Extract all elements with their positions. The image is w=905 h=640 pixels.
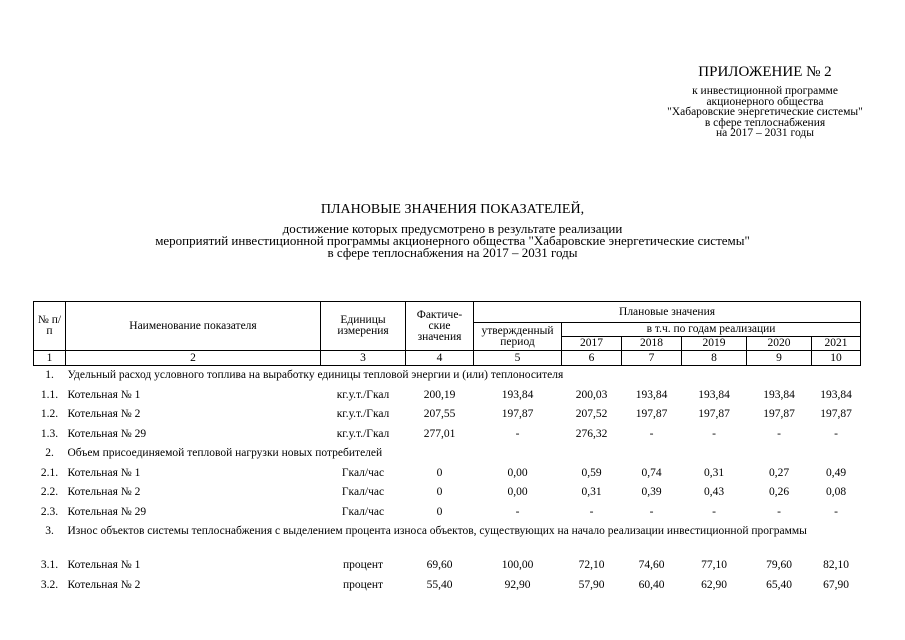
year-value-cell: - [712,427,716,440]
year-value-cell: 0,08 [825,486,847,499]
year-value-cell: - [712,505,716,518]
column-number: 10 [812,351,861,366]
table-row [34,556,861,576]
column-number: 2 [66,351,321,366]
header-name: Наименование показателя [66,302,321,351]
year-value-cell: 193,84 [698,388,730,401]
unit-cell: Гкал/час [341,505,385,518]
year-value-cell: - [777,427,781,440]
column-number: 3 [321,351,406,366]
year-value-cell: 60,40 [638,578,665,591]
year-value-cell: 62,90 [701,578,727,591]
year-value-cell: 65,40 [766,578,792,591]
year-value-cell: 193,84 [820,388,852,401]
year-value-cell: 193,84 [635,388,668,401]
document-subtitle-line: мероприятий инвестиционной программы акционерного общества "Хабаровские энергетические системы" [155,233,750,248]
unit-cell: кг.у.т./Гкал [336,408,390,421]
annex-line: к инвестиционной программе [692,85,838,97]
header-year: 2019 [682,337,747,351]
document-subtitle-line: достижение которых предусмотрено в результате реализации [282,221,623,236]
year-value-cell: - [649,505,654,518]
section-title: Объем присоединяемой тепловой нагрузки новых потребителей [67,447,383,460]
approved-period-cell: 100,00 [501,559,534,572]
row-number: 2.2. [40,486,59,499]
unit-cell: кг.у.т./Гкал [336,388,390,401]
year-value-cell: 200,03 [575,388,608,401]
section-row [34,522,861,556]
indicator-name: Котельная № 1 [67,388,141,401]
section-row [34,444,861,464]
indicator-name: Котельная № 2 [67,408,141,421]
column-number: 9 [747,351,812,366]
header-approved-period: утвержденный период [474,323,562,351]
year-value-cell: 57,90 [578,578,605,591]
year-value-cell: - [589,505,594,518]
indicator-name: Котельная № 1 [67,559,141,572]
year-value-cell: 79,60 [766,559,792,572]
column-number: 5 [474,351,562,366]
approved-period-cell: 0,00 [507,486,528,499]
column-number: 1 [34,351,66,366]
header-planned: Плановые значения [474,302,861,323]
year-value-cell: 0,74 [641,466,662,479]
annex-line: акционерного общества [706,95,824,108]
approved-period-cell: - [515,427,520,440]
table-row [34,503,861,523]
column-number: 7 [622,351,682,366]
approved-period-cell: 193,84 [501,388,534,401]
header-actual: Фактиче-ские значения [406,302,474,351]
indicator-name: Котельная № 2 [67,486,141,499]
year-value-cell: 67,90 [823,578,849,591]
header-num: № п/п [34,302,66,351]
document-heading [0,202,905,259]
unit-cell: процент [342,578,384,591]
year-value-cell: 74,60 [638,559,665,572]
section-row [34,366,861,386]
actual-value-cell: 0 [436,466,443,479]
year-value-cell: 0,31 [703,466,725,479]
year-value-cell: 276,32 [575,427,608,440]
approved-period-cell: 197,87 [501,408,534,421]
indicators-table [33,301,861,595]
unit-cell: кг.у.т./Гкал [336,427,390,440]
annex-line: "Хабаровские энергетические системы" [667,106,863,118]
year-value-cell: - [777,505,781,518]
year-value-cell: 0,39 [641,486,662,499]
year-value-cell: 0,59 [581,466,602,479]
header-by-years: в т.ч. по годам реализации [562,323,861,337]
table-row [34,576,861,596]
year-value-cell: 197,87 [635,408,668,421]
year-value-cell: 197,87 [820,408,852,421]
table-row [34,405,861,425]
actual-value-cell: 0 [436,486,443,499]
section-number: 2. [45,447,54,460]
actual-value-cell: 207,55 [423,408,456,421]
section-number: 3. [45,525,54,537]
year-value-cell: 77,10 [701,559,727,572]
table-row [34,386,861,406]
section-title: Удельный расход условного топлива на выработку единицы тепловой энергии и (или) теплоносителя [67,369,564,382]
actual-value-cell: 69,60 [426,559,453,572]
annex-block [604,64,905,139]
section-number: 1. [45,369,54,382]
year-value-cell: 0,43 [703,486,725,499]
header-year: 2021 [812,337,861,351]
row-number: 1.1. [40,388,59,401]
column-number: 6 [562,351,622,366]
annex-line: на 2017 – 2031 годы [716,127,814,139]
row-number: 2.1. [40,466,59,479]
row-number: 1.3. [40,427,59,440]
approved-period-cell: - [515,505,520,518]
indicator-name: Котельная № 29 [67,427,147,440]
row-number: 1.2. [40,408,59,421]
unit-cell: процент [342,559,384,572]
unit-cell: Гкал/час [341,486,385,499]
row-number: 3.2. [40,578,59,591]
table-row [34,464,861,484]
row-number: 3.1. [40,559,59,572]
indicator-name: Котельная № 29 [67,505,147,518]
column-number: 8 [682,351,747,366]
year-value-cell: - [649,427,654,440]
header-unit: Единицы измерения [321,302,406,351]
document-subtitle-line: в сфере теплоснабжения на 2017 – 2031 годы [327,245,578,260]
table-body [34,366,861,596]
year-value-cell: 197,87 [698,408,730,421]
unit-cell: Гкал/час [341,466,385,479]
indicator-name: Котельная № 2 [67,578,141,591]
year-value-cell: 82,10 [823,559,849,572]
year-value-cell: - [834,505,838,518]
row-number: 2.3. [40,505,59,518]
year-value-cell: 0,26 [768,486,790,499]
section-title: Износ объектов системы теплоснабжения с выделением процента износа объектов, существующих на начало реализации инвестиционной программы [67,525,807,537]
document-title: ПЛАНОВЫЕ ЗНАЧЕНИЯ ПОКАЗАТЕЛЕЙ, [320,202,585,217]
actual-value-cell: 277,01 [423,427,456,440]
header-year: 2017 [562,337,622,351]
table-row [34,483,861,503]
year-value-cell: 0,49 [825,466,847,479]
header-year: 2020 [747,337,812,351]
year-value-cell: 207,52 [575,408,608,421]
year-value-cell: - [834,427,838,440]
year-value-cell: 197,87 [763,408,795,421]
actual-value-cell: 55,40 [426,578,453,591]
table-row [34,425,861,445]
column-number: 4 [406,351,474,366]
year-value-cell: 193,84 [763,388,795,401]
actual-value-cell: 200,19 [423,388,456,401]
actual-value-cell: 0 [436,505,443,518]
approved-period-cell: 0,00 [507,466,528,479]
annex-title: ПРИЛОЖЕНИЕ № 2 [698,64,832,80]
indicator-name: Котельная № 1 [67,466,141,479]
year-value-cell: 0,31 [581,486,602,499]
annex-line: в сфере теплоснабжения [704,116,826,129]
header-year: 2018 [622,337,682,351]
year-value-cell: 0,27 [768,466,790,479]
approved-period-cell: 92,90 [504,578,531,591]
year-value-cell: 72,10 [578,559,605,572]
